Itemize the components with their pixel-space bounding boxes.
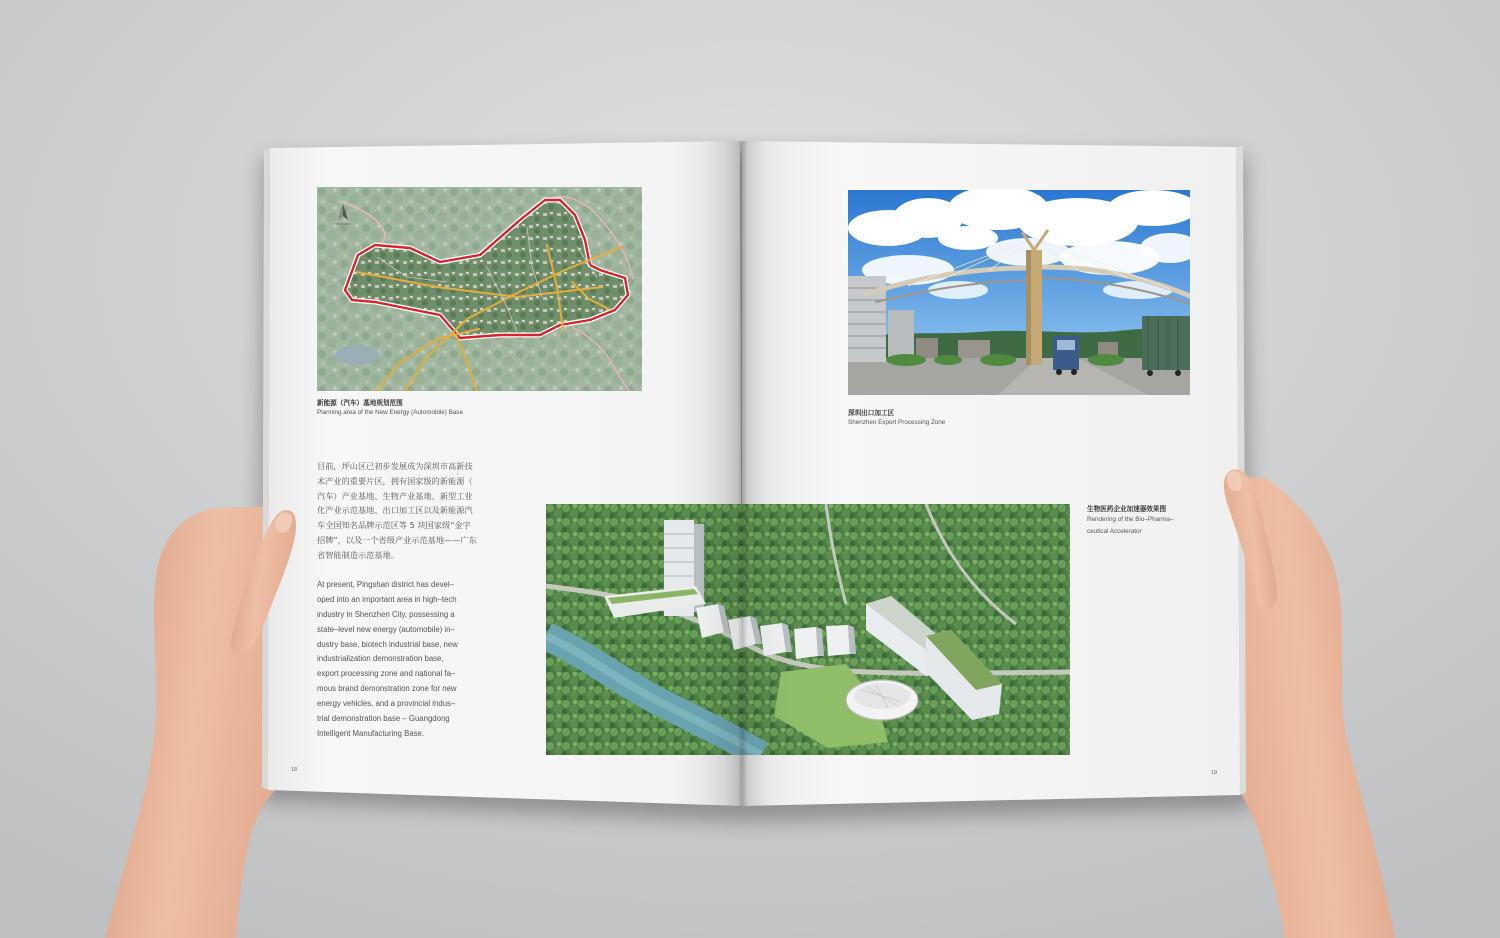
page-number-left: 18 [291,767,298,773]
body-en-line: oped into an important area in high–tech [317,594,457,604]
body-cn-line: 术产业的重要片区，拥有国家级的新能源（ [317,475,473,486]
shipping-container [1142,316,1190,376]
body-en-line: mous brand demonstration zone for new [317,684,457,694]
body-en-line: Intelligent Manufacturing Base. [317,728,425,738]
body-cn-line: 招牌”，以及一个省级产业示范基地——广东 [317,534,477,545]
body-en-line: industrialization demonstration base, [317,654,444,664]
page-number-right: 19 [1211,770,1218,776]
body-cn-line: 目前，坪山区已初步发展成为深圳市高新技 [317,461,473,471]
body-en-line: export processing zone and national fa– [317,669,456,679]
truck [1053,336,1079,375]
body-en-line: industry in Shenzhen City, possessing a [317,609,455,619]
body-cn-line: 省智能制造示范基地。 [317,549,399,560]
photo-caption-en: Shenzhen Export Processing Zone [848,419,946,426]
planning-map-image [317,187,642,391]
rendering-caption-en-line: ceutical Accelerator [1087,528,1142,535]
body-en-line: dustry base, biotech industrial base, new [317,639,458,649]
photo-caption-cn: 深圳出口加工区 [848,409,895,417]
rendering-caption-cn: 生物医药企业加速器效果图 [1087,505,1167,513]
map-lake [335,345,379,365]
rendering-caption-en-line: Rendering of the Bio–Pharma– [1087,516,1174,523]
body-en-line: state–level new energy (automobile) in– [317,624,455,634]
map-caption-cn: 新能源（汽车）基地规划范围 [317,399,403,407]
accelerator-rendering-image [546,504,1070,755]
spine-shadow [700,130,790,820]
body-text-en [317,578,458,742]
body-text-cn [317,459,477,563]
body-en-line: At present, Pingshan district has devel– [317,580,454,589]
body-en-line: trial demonstration base – Guangdong [317,714,450,724]
body-cn-line: 车全国知名品牌示范区等 5 块国家级“金字 [317,520,471,531]
map-caption-en: Planning area of the New Energy (Automobile) Base [317,409,463,416]
rendering-dome [846,680,918,720]
body-cn-line: 化产业示范基地、出口加工区以及新能源汽 [317,505,473,516]
export-zone-photo [848,186,1200,395]
body-cn-line: 汽车）产业基地、生物产业基地、新型工业 [317,490,473,501]
body-en-line: energy vehicles, and a provincial indus– [317,699,456,709]
